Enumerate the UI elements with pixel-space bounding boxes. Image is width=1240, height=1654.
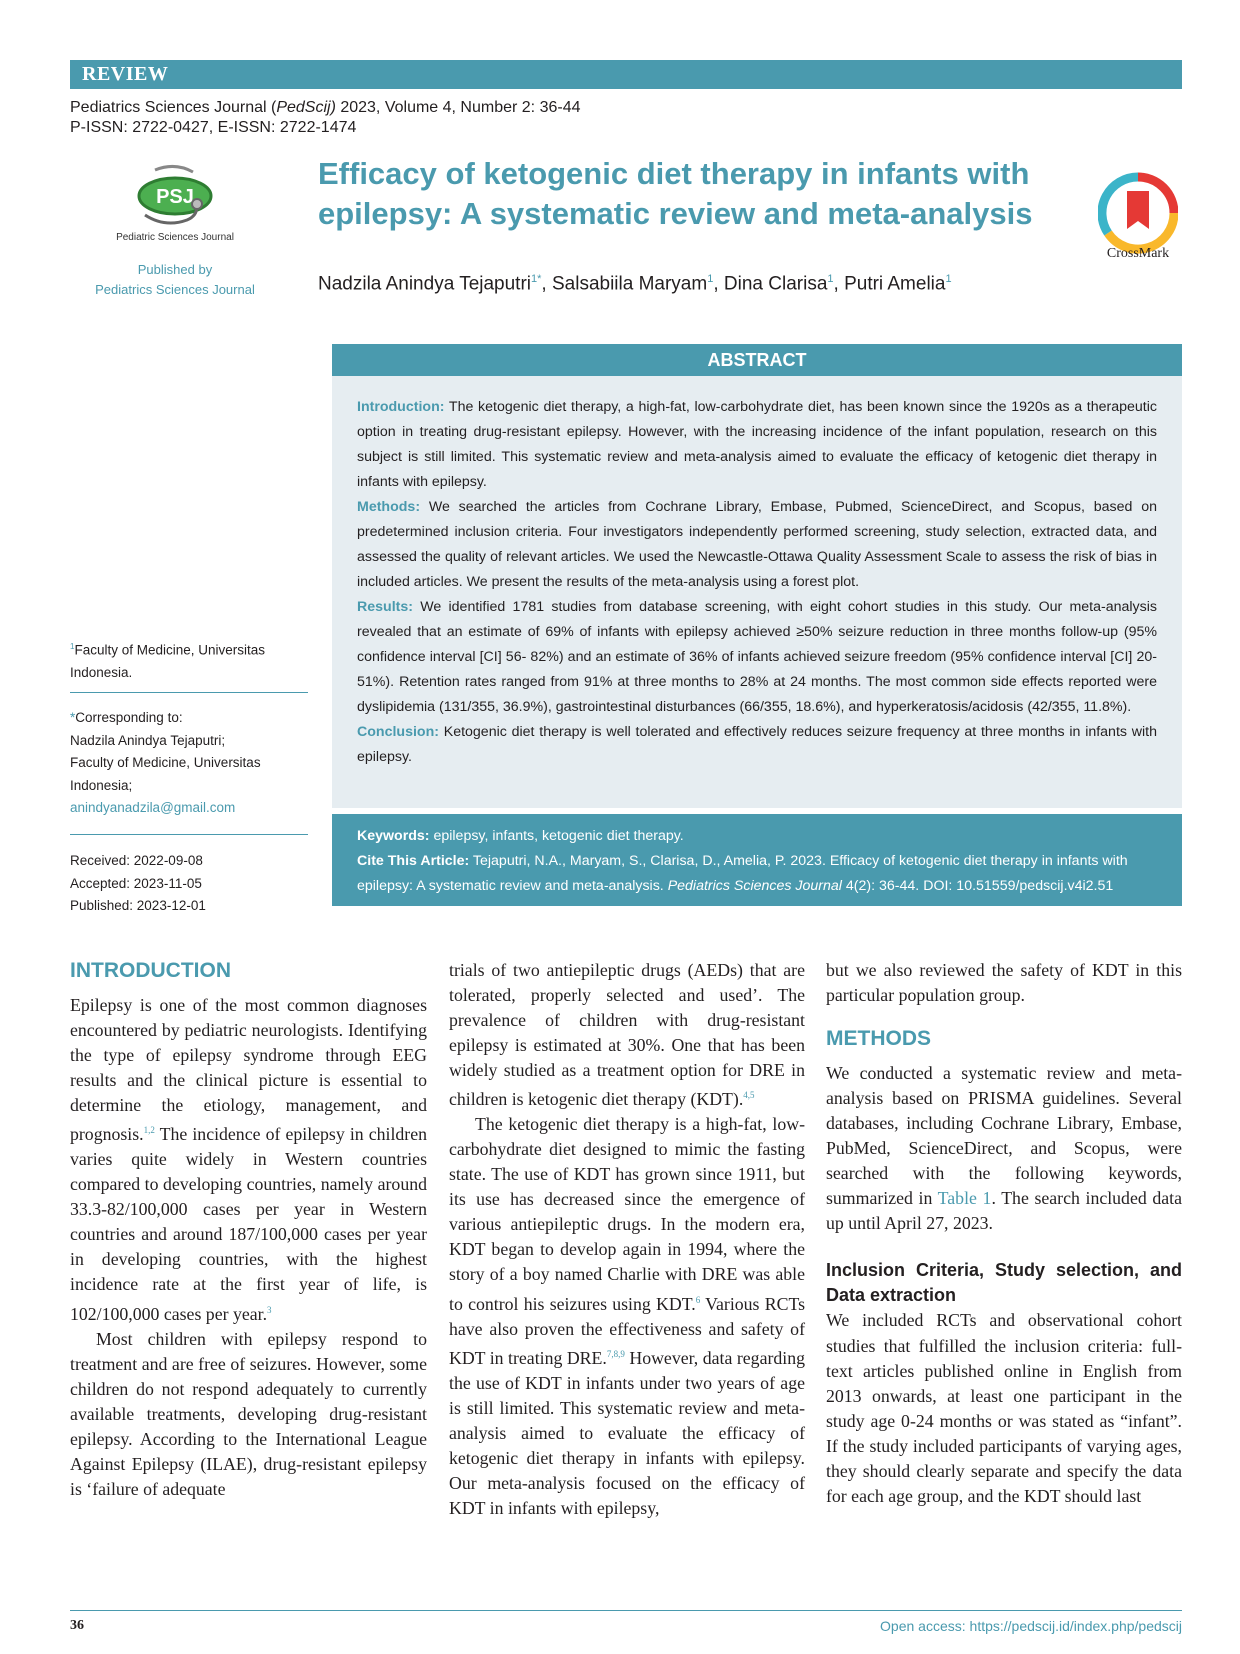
sidebar-divider (70, 692, 308, 693)
footer-divider (70, 1610, 1182, 1611)
paragraph: but we also reviewed the safety of KDT in this particular population group. (826, 960, 1182, 1006)
keywords-text (357, 824, 1157, 899)
subsection-heading: Inclusion Criteria, Study selection, and Data extraction (826, 1260, 1182, 1306)
author-list: Nadzila Anindya Tejaputri$^{1*}$, Salsabiila Maryam$^1$, Dina Clarisa$^1$, Putri Amelia$^1$ (318, 273, 952, 295)
journal-line: Pediatrics Sciences Journal (PedScij) 2023, Volume 4, Number 2: 36-44 (70, 99, 581, 116)
abstract-methods: Methods: We searched the articles from Cochrane Library, Embase, Pubmed, ScienceDirect, and Scopus, based on predetermined inclusion criteria. Four investigators independently performed screening, study selection, extracted data, and assessed the quality of relevant articles. We used the Newcastle-Ottawa Quality Assessment Scale to assess the risk of bias in included articles. We present the results of the meta-analysis using a forest plot. (357, 499, 1157, 590)
published-by: Published by Pediatrics Sciences Journal (95, 262, 255, 297)
paragraph: trials of two antiepileptic drugs (AEDs) that are tolerated, properly selected and used’. The prevalence of children with drug-resistant epilepsy is estimated at 30%. One that has been widely studied as a treatment option for DRE in children is ketogenic diet therapy (KDT).$^{4,5}$ (449, 960, 805, 1110)
issn-line: P-ISSN: 2722-0427, E-ISSN: 2722-1474 (70, 119, 357, 136)
crossmark-label: CrossMark (1106, 246, 1170, 261)
body-column-3 (826, 958, 1182, 1509)
section-label: REVIEW (82, 63, 169, 85)
open-access-link[interactable]: Open access: https://pedscij.id/index.php/pedscij (880, 1618, 1182, 1634)
page-number: 36 (70, 1618, 84, 1633)
logo-caption: Pediatric Sciences Journal (116, 232, 234, 243)
svg-text:PSJ: PSJ (156, 186, 194, 208)
methods-heading: METHODS (826, 1027, 931, 1051)
article-title: Efficacy of ketogenic diet therapy in infants with epilepsy: A systematic review and meta-analysis (318, 156, 1033, 231)
citation: Cite This Article: Tejaputri, N.A., Maryam, S., Clarisa, D., Amelia, P. 2023. Efficacy of ketogenic diet therapy in infants with epilepsy: A systematic review and meta-analysis. Pediatrics Sciences Journal 4(2): 36-44. DOI: 10.51559/pedscij.v4i2.51 (357, 853, 1128, 894)
author: Dina Clarisa (723, 273, 828, 295)
author: Nadzila Anindya Tejaputri (318, 273, 532, 295)
body-column-2 (449, 958, 805, 1521)
journal-info (70, 98, 580, 138)
sidebar-divider (70, 834, 308, 835)
article-dates: Received: 2022-09-08 Accepted: 2023-11-05 Published: 2023-12-01 (70, 853, 206, 913)
abstract-introduction: Introduction: The ketogenic diet therapy, a high-fat, low-carbohydrate diet, has been known since the 1920s as a therapeutic option in treating drug-resistant epilepsy. However, with the increasing incidence of the infant population, research on this subject is still limited. This systematic review and meta-analysis aimed to evaluate the efficacy of ketogenic diet therapy in infants with epilepsy. (357, 399, 1157, 490)
abstract-conclusion: Conclusion: Ketogenic diet therapy is well tolerated and effectively reduces seizure frequency at three months in infants with epilepsy. (357, 724, 1157, 765)
paragraph: Epilepsy is one of the most common diagnoses encountered by pediatric neurologists. Identifying the type of epilepsy syndrome through EEG results and the clinical picture is essential to determine the etiology, management, and prognosis.$^{1,2}$ The incidence of epilepsy in children varies quite widely in Western countries compared to developing countries, namely around 33.3-82/100,000 cases per year in Western countries and around 187/100,000 cases per year in developing countries, with the highest incidence rate at the first year of life, is 102/100,000 cases per year.$^3$ (70, 995, 427, 1324)
psj-logo-icon (125, 160, 225, 230)
paragraph: We included RCTs and observational cohort studies that fulfilled the inclusion criteria: full-text articles published online in English from 2013 onwards, at least one participant in the study age 0-24 months or was stated as “infant”. If the study included participants of varying ages, they should clearly separate and specify the data for each age group, and the KDT should last (826, 1310, 1182, 1506)
body-column-1 (70, 958, 427, 1502)
abstract-results: Results: We identified 1781 studies from database screening, with eight cohort studies in this study. Our meta-analysis revealed that an estimate of 69% of infants with epilepsy achieved ≥50% seizure reduction in three months follow-up (95% confidence interval [CI] 56- 82%) and an estimate of 36% of infants achieved seizure freedom (95% confidence interval [CI] 20- 51%). Retention rates ranged from 91% at three months to 28% at 24 months. The most common side effects reported were dyslipidemia (131/355, 36.9%), gastrointestinal disturbances (66/355, 18.6%), and hyperkeratosis/acidosis (42/355, 11.8%). (357, 599, 1157, 715)
abstract-text (357, 395, 1157, 770)
affiliation: $^1$Faculty of Medicine, Universitas Indonesia. (70, 642, 266, 680)
keywords: Keywords: epilepsy, infants, ketogenic diet therapy. (357, 828, 684, 844)
paragraph: Most children with epilepsy respond to treatment and are free of seizures. However, some children do not respond adequately to currently available treatments, developing drug-resistant epilepsy. According to the International League Against Epilepsy (ILAE), drug-resistant epilepsy is ‘failure of adequate (70, 1328, 427, 1499)
paragraph: The ketogenic diet therapy is a high-fat, low-carbohydrate diet designed to mimic the fasting state. The use of KDT has grown since 1911, but its use has decreased since the emergence of various antiepileptic drugs. In the modern era, KDT began to develop again in 1994, where the story of a boy named Charlie with DRE was able to control his seizures using KDT.$^6$ Various RCTs have also proven the effectiveness and safety of KDT in treating DRE.$^{7,8,9}$ However, data regarding the use of KDT in infants under two years of age is still limited. This systematic review and meta-analysis aimed to evaluate the efficacy of ketogenic diet therapy in infants with epilepsy. Our meta-analysis focused on the efficacy of KDT in infants with epilepsy, (449, 1114, 805, 1518)
table-link[interactable]: Table 1 (937, 1188, 992, 1209)
abstract-heading: ABSTRACT (332, 344, 1182, 376)
section-band (70, 60, 1182, 89)
correspondence: *Corresponding to: Nadzila Anindya Tejaputri; Faculty of Medicine, Universitas Indonesia; anindyanadzila@gmail.com (70, 707, 310, 820)
author: Salsabiila Maryam (551, 273, 708, 295)
paragraph: We conducted a systematic review and meta-analysis based on PRISMA guidelines. Several databases, including Cochrane Library, Embase, PubMed, ScienceDirect, and Scopus, were searched with the following keywords, summarized in Table 1. The search included data up until April 27, 2023. (826, 1063, 1182, 1234)
introduction-heading: INTRODUCTION (70, 959, 231, 982)
email-link[interactable]: anindyanadzila@gmail.com (70, 800, 236, 815)
author: Putri Amelia (844, 273, 946, 295)
